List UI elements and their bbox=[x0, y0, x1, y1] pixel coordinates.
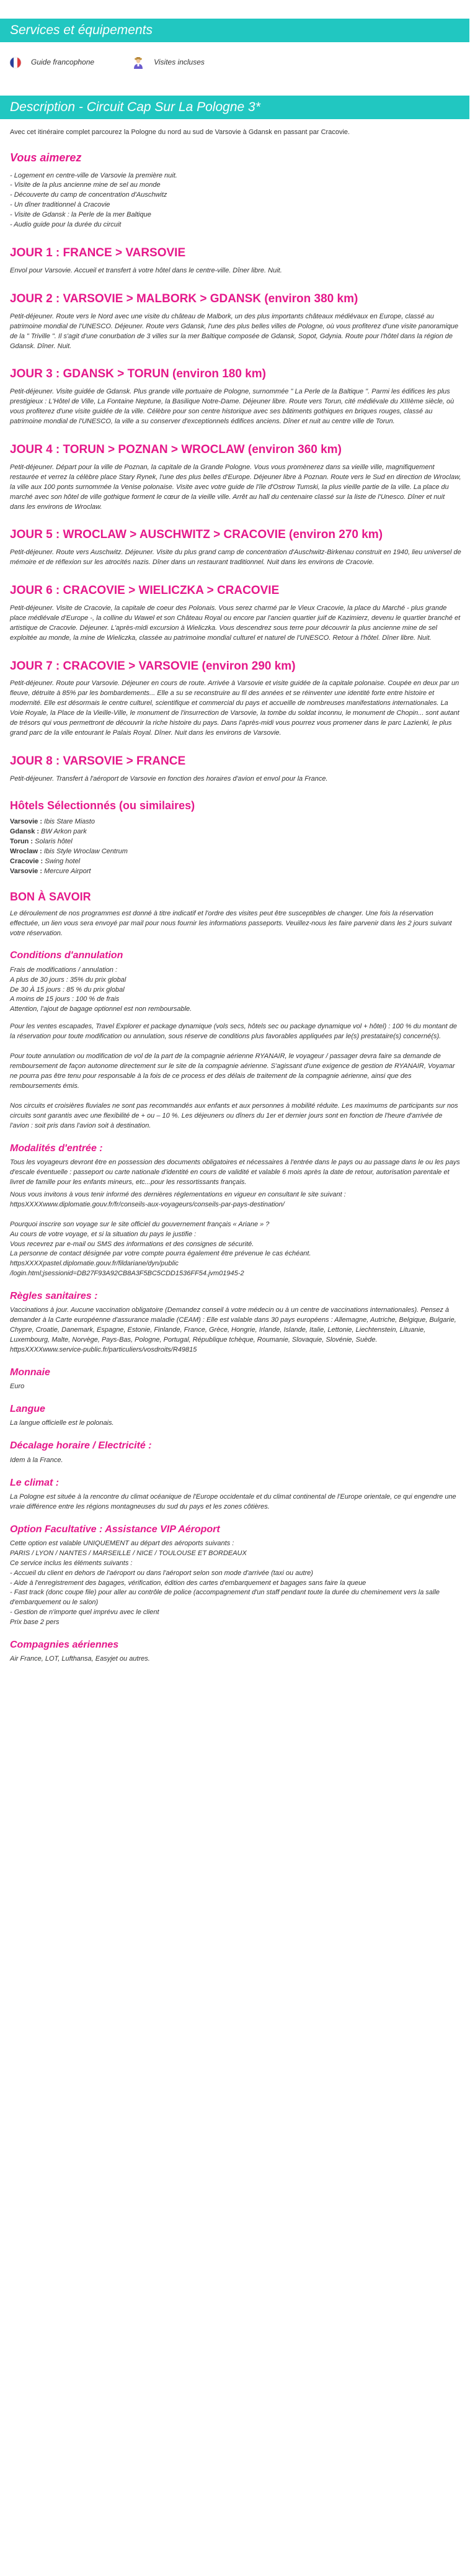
day-2-text: Petit-déjeuner. Route vers le Nord avec une visite du château de Malbork, un des plus importants châteaux médiévaux en Europe, classé au patrimoine mondial de l'UNESCO. Déjeuner. Route vers Gdansk, l'une des plus belles villes de Pologne, où vous profiterez d'une visite panoramique de la " Triville ". Il s'agit d'une conurbation de 3 villes sur la mer Baltique composée de Gdansk, Sopot, Gdynia. Route pour l'hôtel dans la région de Gdansk. Dîner. Nuit. bbox=[10, 312, 459, 350]
bon-a-savoir-title: BON À SAVOIR bbox=[10, 891, 91, 904]
day-7-text: Petit-déjeuner. Route pour Varsovie. Déjeuner en cours de route. Arrivée à Varsovie et visite guidée de la capitale polonaise. Coupée en deux par un fleuve, détruite à 85% par les bombardements... Elle a su se reconstruire au fil des années et se réinventer une identité forte entre histoire et modernité. Elle est désormais le centre culturel, scientifique et commercial du pays et accueille de nombreuses manifestations internationales. La Voie Royale, la Place de la Vieille-Ville, le monument de l'insurrection de Varsovie, la tombe du soldat inconnu, le monument de Chopin... sont autant de trésors qui vous permettront de découvrir la riche histoire du pays. Dans l'après-midi vous pourrez vous promener dans le parc Lazienki, le plus grand parc de la ville entourant le Palais Royal. Dîner. Nuit dans les environs de Varsovie. bbox=[10, 680, 459, 737]
day-6-title: JOUR 6 : CRACOVIE > WIELICZKA > CRACOVIE bbox=[10, 584, 280, 598]
vous-aimerez-list bbox=[10, 171, 461, 231]
modalites-link-1[interactable]: httpsXXXXpastel.diplomatie.gouv.fr/fildariane/dyn/public bbox=[10, 1260, 179, 1268]
conditions-line: Attention, l'ajout de bagage optionnel est non remboursable. bbox=[10, 1005, 192, 1013]
day-8-text: Petit-déjeuner. Transfert à l'aéroport de Varsovie en fonction des horaires d'avion et envol pour la France. bbox=[10, 774, 328, 783]
french-flag-icon bbox=[9, 56, 22, 70]
vip-line: - Gestion de n'importe quel imprévu avec le client bbox=[10, 1609, 159, 1617]
sanitaires-text: Vaccinations à jour. Aucune vaccination obligatoire (Demandez conseil à votre médecin ou à un centre de vaccinations internationales). Pensez à demander à la Carte européenne d'assurance maladie (CEAM) : Elle est valable dans 30 pays européens : Allemagne, Autriche, Belgique, Bulgarie, Chypre, Croatie, Danemark, Espagne, Estonie, Finlande, France, Grèce, Hongrie, Irlande, Islande, Italie, Lettonie, Liechtenstein, Lituanie, Luxembourg, Malte, Norvège, Pays-Bas, Pologne, Portugal, République tchèque, Roumanie, Slovaquie, Slovénie, Suède. bbox=[10, 1306, 456, 1344]
hotel-name: Solaris hôtel bbox=[33, 838, 73, 846]
langue-title: Langue bbox=[10, 1404, 45, 1415]
page bbox=[0, 19, 470, 1685]
day-2-title: JOUR 2 : VARSOVIE > MALBORK > GDANSK (environ 380 km) bbox=[10, 292, 358, 305]
modalites-para-3c: Vous recevrez par e-mail ou SMS des informations et des consignes de sécurité. bbox=[10, 1240, 254, 1248]
day-4-title: JOUR 4 : TORUN > POZNAN > WROCLAW (environ 360 km) bbox=[10, 442, 342, 456]
vip-title: Option Facultative : Assistance VIP Aéroport bbox=[10, 1524, 220, 1535]
list-item: - Audio guide pour la durée du circuit bbox=[10, 221, 122, 229]
features-row bbox=[0, 50, 470, 76]
hotel-name: Ibis Stare Miasto bbox=[42, 818, 95, 826]
hotel-city: Varsovie : bbox=[10, 868, 42, 876]
day-6-text: Petit-déjeuner. Visite de Cracovie, la capitale de coeur des Polonais. Vous serez charmé par le Vieux Cracovie, la place du Marché - plus grande place médiévale d'Europe -, la colline du Wawel et son Château Royal ou encore par l'ancien quartier juif de Kazimierz, devenu le quartier branché et artistique de Cracovie. Déjeuner. L'après-midi excursion à Wieliczka. Vous descendrez sous terre pour découvrir la plus ancienne mine de sel exploitée au monde, la mine de Wieliczka, classée au patrimoine mondial culturel et naturel de l'UNESCO. Retour à l'hôtel. Dîner libre. Nuit. bbox=[10, 604, 461, 642]
modalites-para-3d: La personne de contact désignée par votre compte pourra également être prévenue le cas échéant. bbox=[10, 1250, 311, 1258]
services-banner: Services et équipements bbox=[0, 19, 469, 42]
decalage-text: Idem à la France. bbox=[10, 1456, 63, 1464]
hotel-name: Ibis Style Wroclaw Centrum bbox=[42, 848, 128, 856]
list-item: - Logement en centre-ville de Varsovie la première nuit. bbox=[10, 171, 177, 179]
modalites-para-2: Nous vous invitons à vous tenir informé des dernières réglementations en vigueur en consultant le site suivant : httpsXXXXwww.diplomatie.gouv.fr/fr/conseils-aux-voyageurs/conseils-par-pays-destination/ bbox=[10, 1190, 346, 1208]
list-item: - Visite de la plus ancienne mine de sel au monde bbox=[10, 181, 161, 189]
description-content bbox=[0, 128, 470, 1664]
hotel-city: Torun : bbox=[10, 838, 33, 846]
sanitaires-title: Règles sanitaires : bbox=[10, 1291, 98, 1302]
day-1-title: JOUR 1 : FRANCE > VARSOVIE bbox=[10, 246, 186, 260]
vip-line: Prix base 2 pers bbox=[10, 1618, 60, 1627]
compagnies-text: Air France, LOT, Lufthansa, Easyjet ou autres. bbox=[10, 1655, 150, 1663]
vip-line: Cette option est valable UNIQUEMENT au départ des aéroports suivants : bbox=[10, 1539, 234, 1547]
modalites-para-3b: Au cours de votre voyage, et si la situation du pays le justifie : bbox=[10, 1230, 197, 1238]
conditions-title: Conditions d'annulation bbox=[10, 950, 123, 961]
hotel-name: BW Arkon park bbox=[39, 828, 87, 836]
hotel-name: Mercure Airport bbox=[42, 868, 91, 876]
vip-line: - Fast track (donc coupe file) pour aller au contrôle de police (accompagnement d'un staff pendant toute la durée du cheminement vers la salle d'embarquement ou le salon) bbox=[10, 1589, 440, 1607]
hotels-list bbox=[10, 817, 461, 877]
vip-line: Ce service inclus les éléments suivants : bbox=[10, 1559, 133, 1567]
compagnies-title: Compagnies aériennes bbox=[10, 1640, 119, 1651]
hotel-city: Wroclaw : bbox=[10, 848, 42, 856]
list-item: - Un dîner traditionnel à Cracovie bbox=[10, 201, 110, 209]
hotel-item bbox=[10, 827, 461, 837]
hotels-title: Hôtels Sélectionnés (ou similaires) bbox=[10, 799, 195, 812]
hotel-city: Gdansk : bbox=[10, 828, 40, 836]
day-4-text: Petit-déjeuner. Départ pour la ville de Poznan, la capitale de la Grande Pologne. Vous vous promènerez dans sa vieille ville, magnifiquement restaurée et verrez la célèbre place Stary Rynek, l'une des plus belles d'Europe. Déjeuner libre à Poznan. Route vers le Sud en direction de Wroclaw, la ville aux 100 ponts surnommée la Venise polonaise. Visite avec votre guide de l'île d'Ostrow Tumski, la plus vieille partie de la ville. La place du marché avec son hôtel de ville gothique forment le cœur de la vieille ville. Arrêt au hall du centenaire classé sur la liste de l'Unesco. Dîner et nuit dans les environs de Wroclaw. bbox=[10, 463, 461, 511]
vip-line: - Accueil du client en dehors de l'aéroport ou dans l'aéroport selon son mode d'arrivée (taxi ou autre) bbox=[10, 1569, 313, 1577]
monnaie-title: Monnaie bbox=[10, 1367, 50, 1378]
feature-guide-label: Guide francophone bbox=[31, 58, 95, 67]
description-banner: Description - Circuit Cap Sur La Pologne 3* bbox=[0, 96, 469, 119]
day-1-text: Envol pour Varsovie. Accueil et transfert à votre hôtel dans le centre-ville. Dîner libre. Nuit. bbox=[10, 266, 282, 274]
intro-text: Avec cet itinéraire complet parcourez la Pologne du nord au sud de Varsovie à Gdansk en passant par Cracovie. bbox=[10, 128, 350, 136]
monnaie-text: Euro bbox=[10, 1383, 25, 1391]
vip-line: PARIS / LYON / NANTES / MARSEILLE / NICE / TOULOUSE ET BORDEAUX bbox=[10, 1549, 247, 1557]
langue-text: La langue officielle est le polonais. bbox=[10, 1419, 114, 1427]
hotel-city: Varsovie : bbox=[10, 818, 42, 826]
modalites-para-1: Tous les voyageurs devront être en possession des documents obligatoires et nécessaires à l'entrée dans le pays ou au passage dans le ou les pays d'escale éventuelle : passeport ou carte nationale d'identité en cours de validité et valable 6 mois après la date de retour, autorisation parentale et livret de famille pour les enfants mineurs, etc...pour les ressortissants français. bbox=[10, 1158, 460, 1186]
hotel-item bbox=[10, 837, 461, 847]
hotel-item bbox=[10, 857, 461, 867]
hotel-city: Cracovie : bbox=[10, 858, 43, 866]
conditions-line: Frais de modifications / annulation : bbox=[10, 966, 118, 974]
conditions-para-3: Nos circuits et croisières fluviales ne sont pas recommandés aux enfants et aux personnes à mobilité réduite. Les maximums de participants sur nos circuits sont garantis avec une flexibilité de + ou – 10 %. Les déjeuners ou dîners du 1er et dernier jours sont en fonction de l'heure d'arrivée de l'avion : soit pris dans l'avion soit à destination. bbox=[10, 1102, 458, 1129]
conditions-para-1: Pour les ventes escapades, Travel Explorer et package dynamique (vols secs, hôtels sec ou package dynamique vol + hôtel) : 100 % du montant de la réservation pour toute modification ou annulation, sous réserve de conditions plus favorables appliquées par le(s) prestataire(s) concerné(s). bbox=[10, 1023, 458, 1041]
day-3-title: JOUR 3 : GDANSK > TORUN (environ 180 km) bbox=[10, 367, 266, 381]
day-5-title: JOUR 5 : WROCLAW > AUSCHWITZ > CRACOVIE (environ 270 km) bbox=[10, 528, 383, 542]
feature-guide bbox=[9, 56, 94, 70]
feature-visits bbox=[131, 56, 205, 70]
visits-person-icon bbox=[131, 56, 145, 70]
conditions-para-2: Pour toute annulation ou modification de vol de la part de la compagnie aérienne RYANAIR, le voyageur / passager devra faire sa demande de remboursement de façon autonome directement sur le site de la compagnie aérienne. S'agissant d'une exigence de gestion de RYANAIR, Voyamar ne pourra pas être tenu pour responsable à la fois de ce process et des délais de traitement de la compagnie aérienne, ainsi que des remboursements émis. bbox=[10, 1052, 455, 1090]
climat-text: La Pologne est située à la rencontre du climat océanique de l'Europe occidentale et du climat continental de l'Europe orientale, ce qui engendre une vraie différence entre les régions montagneuses du sud du pays et les zones côtières. bbox=[10, 1492, 456, 1510]
day-5-text: Petit-déjeuner. Route vers Auschwitz. Déjeuner. Visite du plus grand camp de concentration d'Auschwitz-Birkenau construit en 1940, lieu universel de mémoire et de réflexion sur les atrocités nazis. Dîner dans un restaurant traditionnel. Nuit dans les environs de Cracovie. bbox=[10, 549, 461, 567]
day-7-title: JOUR 7 : CRACOVIE > VARSOVIE (environ 290 km) bbox=[10, 659, 296, 673]
hotel-item bbox=[10, 817, 461, 827]
conditions-line: A moins de 15 jours : 100 % de frais bbox=[10, 995, 120, 1003]
hotel-name: Swing hotel bbox=[43, 858, 81, 866]
hotel-item bbox=[10, 847, 461, 857]
conditions-line: De 30 À 15 jours : 85 % du prix global bbox=[10, 985, 125, 994]
day-8-title: JOUR 8 : VARSOVIE > FRANCE bbox=[10, 755, 186, 768]
day-3-text: Petit-déjeuner. Visite guidée de Gdansk. Plus grande ville portuaire de Pologne, surnommée " La Perle de la Baltique ". Parmi les édifices les plus prestigieux : L'Hôtel de Ville, La Fontaine Neptune, la Basilique Notre-Dame. Déjeuner libre. Route vers Torun, cité médiévale du XIIIème siècle, où vous profiterez d'une visite guidée de la ville. Célèbre pour son centre historique avec ses bâtiments gothiques en briques rouges, classé au patrimoine mondial de l'UNESCO, la ville a su conserver d'exceptionnels édifices anciens. Dîner et nuit au centre ville de Torun. bbox=[10, 388, 454, 426]
hotel-item bbox=[10, 867, 461, 877]
list-item: - Visite de Gdansk : la Perle de la mer Baltique bbox=[10, 211, 151, 219]
modalites-link-2[interactable]: /login.html;jsessionid=DB27F93A92CB8A3F5BC5CDD1536FF54.jvm01945-2 bbox=[10, 1270, 244, 1278]
bon-a-savoir-text: Le déroulement de nos programmes est donné à titre indicatif et l'ordre des visites peut être susceptibles de changer. Une fois la réservation effectuée, un lien vous sera envoyé par mail pour nous fournir les informations passeports. Veuillez-nous les faire parvenir dans les 2 jours suivant votre réservation. bbox=[10, 909, 452, 937]
feature-visits-label: Visites incluses bbox=[154, 58, 205, 67]
modalites-title: Modalités d'entrée : bbox=[10, 1142, 103, 1154]
sanitaires-link[interactable]: httpsXXXXwww.service-public.fr/particuliers/vosdroits/R49815 bbox=[10, 1346, 197, 1354]
vip-line: - Aide à l'enregistrement des bagages, vérification, édition des cartes d'embarquement et bagages sans faire la queue bbox=[10, 1579, 366, 1587]
modalites-para-3: Pourquoi inscrire son voyage sur le site officiel du gouvernement français « Ariane » ? bbox=[10, 1220, 270, 1228]
conditions-line: A plus de 30 jours : 35% du prix global bbox=[10, 976, 126, 984]
decalage-title: Décalage horaire / Electricité : bbox=[10, 1440, 152, 1452]
climat-title: Le climat : bbox=[10, 1477, 60, 1488]
vous-aimerez-title: Vous aimerez bbox=[10, 151, 82, 164]
list-item: - Découverte du camp de concentration d'Auschwitz bbox=[10, 191, 167, 199]
